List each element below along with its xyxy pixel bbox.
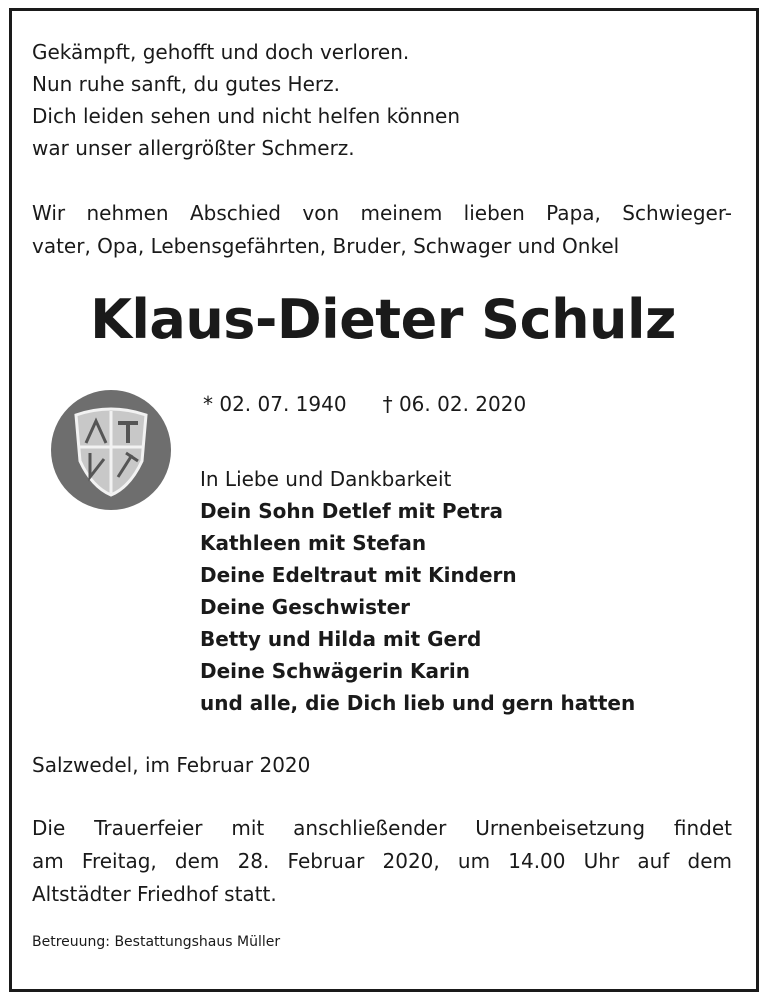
birth-date: * 02. 07. 1940 bbox=[203, 392, 347, 416]
deceased-name: Klaus-Dieter Schulz bbox=[90, 288, 676, 351]
life-dates bbox=[203, 388, 526, 420]
mourner-line: und alle, die Dich lieb und gern hatten bbox=[200, 691, 636, 715]
farewell-line: vater, Opa, Lebensgefährten, Bruder, Schwager und Onkel bbox=[32, 234, 620, 258]
service-line: Die Trauerfeier mit anschließender Urnenbeisetzung findet bbox=[32, 816, 732, 840]
death-date: † 06. 02. 2020 bbox=[382, 392, 527, 416]
place-date: Salzwedel, im Februar 2020 bbox=[32, 753, 311, 777]
poem bbox=[32, 36, 460, 164]
farewell-intro bbox=[32, 197, 732, 263]
mourner-line: Dein Sohn Detlef mit Petra bbox=[200, 499, 503, 523]
mourner-line: Deine Edeltraut mit Kindern bbox=[200, 563, 517, 587]
mourner-line: Deine Geschwister bbox=[200, 595, 410, 619]
undertaker-credit: Betreuung: Bestattungshaus Müller bbox=[32, 934, 281, 950]
poem-line: Gekämpft, gehofft und doch verloren. bbox=[32, 40, 410, 64]
service-line: am Freitag, dem 28. Februar 2020, um 14.00 Uhr auf dem bbox=[32, 849, 732, 873]
mourner-line: Deine Schwägerin Karin bbox=[200, 659, 471, 683]
service-line: Altstädter Friedhof statt. bbox=[32, 882, 277, 906]
mourner-line: Kathleen mit Stefan bbox=[200, 531, 427, 555]
poem-line: Nun ruhe sanft, du gutes Herz. bbox=[32, 72, 340, 96]
miners-coat-of-arms-icon bbox=[50, 389, 172, 511]
poem-line: war unser allergrößter Schmerz. bbox=[32, 136, 355, 160]
mourners bbox=[200, 463, 635, 719]
funeral-service-info bbox=[32, 812, 732, 911]
mourners-intro: In Liebe und Dankbarkeit bbox=[200, 467, 452, 491]
poem-line: Dich leiden sehen und nicht helfen können bbox=[32, 104, 461, 128]
farewell-line: Wir nehmen Abschied von meinem lieben Papa, Schwieger- bbox=[32, 201, 732, 225]
mourner-line: Betty und Hilda mit Gerd bbox=[200, 627, 482, 651]
